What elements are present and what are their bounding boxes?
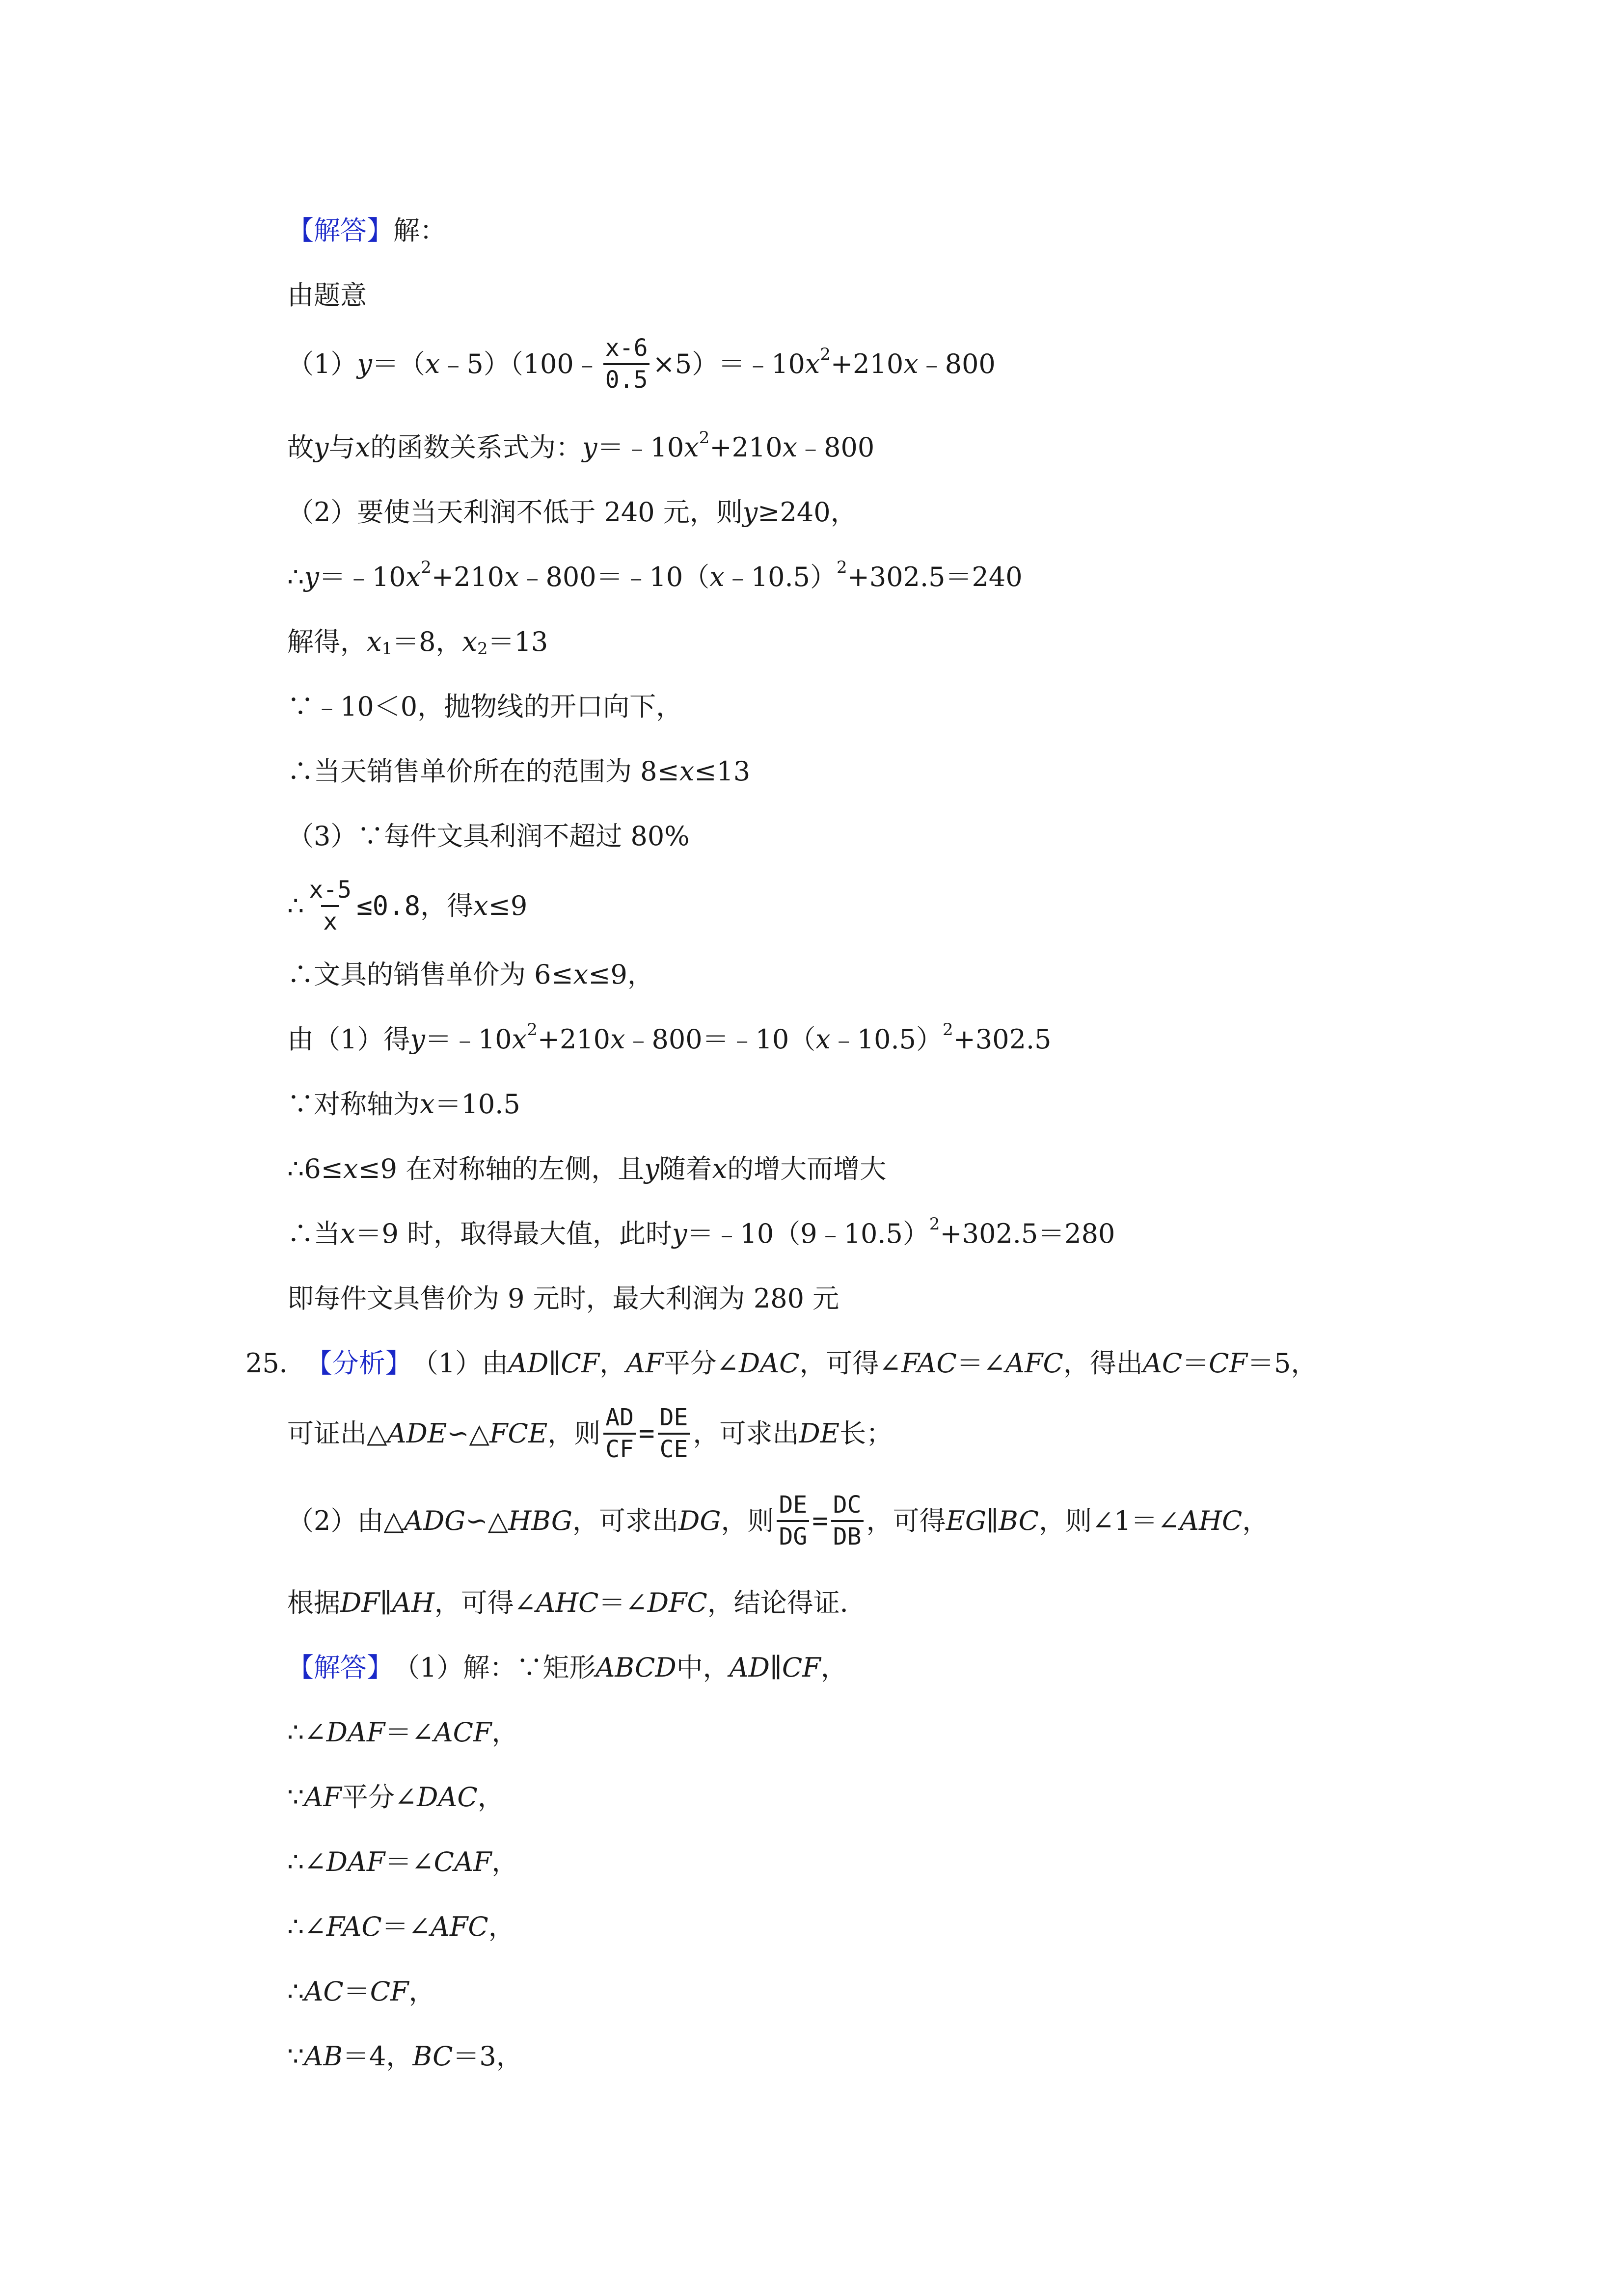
text-span: ， <box>599 1348 626 1379</box>
formula-line <box>287 1489 1269 1553</box>
text-span: 由（1）得 <box>287 1024 410 1055</box>
text-line <box>287 1700 518 1765</box>
text-span: 2 <box>699 428 710 448</box>
text-span: ∴ <box>287 1976 304 2007</box>
text-span: 2 <box>421 558 432 577</box>
text-span: +302.5＝280 <box>940 1218 1115 1249</box>
text-span: DAC <box>738 1348 800 1379</box>
text-span: 长； <box>839 1418 893 1449</box>
text-span: x <box>782 432 798 463</box>
text-span: AD <box>729 1652 770 1683</box>
text-span: x <box>425 348 440 379</box>
text-span: ﹣10.5） <box>724 561 837 592</box>
fraction <box>307 877 353 935</box>
text-span: ， <box>408 1976 435 2007</box>
text-span: BC <box>412 2041 453 2072</box>
text-span: ﹣10.5） <box>830 1024 943 1055</box>
text-span: AF <box>626 1348 664 1379</box>
text-span: ∴ <box>287 561 304 592</box>
text-span: ≤13 <box>694 756 751 787</box>
text-span: 随着 <box>659 1153 712 1184</box>
text-span: +302.5 <box>953 1024 1052 1055</box>
text-span: x <box>709 561 725 592</box>
text-span: CF <box>561 1348 600 1379</box>
text-span: 2 <box>820 345 831 364</box>
fraction <box>831 1492 864 1550</box>
text-span: ≤9 在对称轴的左侧，且 <box>358 1153 645 1184</box>
text-span: ＝﹣10 <box>425 1024 512 1055</box>
text-span: CF <box>370 1976 409 2007</box>
text-line <box>287 1830 518 1895</box>
text-span: x-6 <box>605 334 648 362</box>
text-span: x <box>321 905 339 935</box>
text-span: x-5 <box>309 876 352 904</box>
text-span: DB <box>831 1520 864 1550</box>
text-span: 2 <box>943 1020 953 1040</box>
text-span: CAF <box>433 1846 492 1877</box>
text-span: FAC <box>901 1348 957 1379</box>
text-span: DAF <box>326 1846 385 1877</box>
text-span: x <box>340 1218 355 1249</box>
text-span: +210 <box>709 432 783 463</box>
text-span: ＝3， <box>453 2041 523 2072</box>
text-span: ，可求出 <box>572 1505 679 1536</box>
formula-line <box>287 545 1023 610</box>
text-span: y <box>672 1218 687 1249</box>
text-span: 解： <box>393 215 446 246</box>
text-span: x <box>573 959 589 990</box>
text-span: ＝4， <box>343 2041 413 2072</box>
text-span: ，结论得证． <box>707 1587 866 1618</box>
text-span: AHC <box>536 1587 599 1618</box>
text-span: DFC <box>647 1587 707 1618</box>
analysis-tag: 【分析】 <box>305 1348 412 1379</box>
text-span: ∴ <box>287 890 304 921</box>
text-span: y <box>314 432 329 463</box>
text-span: ＝5， <box>1247 1348 1318 1379</box>
text-span: +210 <box>537 1024 611 1055</box>
text-span: ＝ <box>1182 1348 1209 1379</box>
text-span: （2）由△ <box>287 1505 404 1536</box>
text-line <box>287 1266 839 1331</box>
fraction <box>603 1405 636 1463</box>
text-span: ，可求出 <box>693 1418 799 1449</box>
text-span: ， <box>491 1717 518 1748</box>
text-span: ≤0.8 <box>356 890 421 921</box>
text-span: ， <box>491 1846 518 1877</box>
text-span: x <box>406 561 421 592</box>
text-line <box>287 415 874 480</box>
text-span: ＝∠ <box>956 1348 1006 1379</box>
text-line <box>287 1959 435 2024</box>
text-span: CF <box>1209 1348 1247 1379</box>
text-span: ，则 <box>547 1418 601 1449</box>
text-line <box>287 804 690 869</box>
text-span: AD <box>508 1348 549 1379</box>
text-span: HBG <box>508 1505 573 1536</box>
text-span: ＝10.5 <box>434 1089 520 1120</box>
text-span: 可证出△ <box>287 1418 387 1449</box>
text-span: DE <box>779 1491 808 1519</box>
text-line <box>287 1137 886 1201</box>
text-span: ﹣800＝﹣10（ <box>625 1024 816 1055</box>
text-span: 1 <box>381 639 393 659</box>
text-span: AF <box>304 1782 342 1813</box>
text-span: ∥ <box>379 1587 392 1618</box>
formula-line <box>287 1401 893 1466</box>
text-span: ＝（ <box>372 348 425 379</box>
text-span: ，则∠1＝∠ <box>1039 1505 1180 1536</box>
text-span: ，则 <box>721 1505 774 1536</box>
text-span: 解得， <box>287 626 367 657</box>
question-number: 25． <box>245 1348 306 1379</box>
text-span: ＝∠ <box>385 1717 434 1748</box>
text-span: y <box>582 432 597 463</box>
formula-line <box>287 1007 1051 1072</box>
text-span: ADE <box>387 1418 447 1449</box>
text-span: 根据 <box>287 1587 340 1618</box>
text-span: x <box>367 626 382 657</box>
text-span: AFC <box>430 1911 488 1942</box>
text-span: ＝∠ <box>385 1846 434 1877</box>
text-span: x <box>805 348 820 379</box>
text-span: ≤9 <box>488 890 528 921</box>
text-span: DG <box>678 1505 721 1536</box>
text-span: x <box>462 626 477 657</box>
text-span: AHC <box>1179 1505 1243 1536</box>
text-span: 0.5 <box>603 363 650 393</box>
text-line <box>287 674 682 739</box>
text-span: ∴∠ <box>287 1717 326 1748</box>
text-line <box>287 2024 523 2089</box>
text-span: = <box>639 1418 655 1449</box>
text-span: AC <box>1142 1348 1183 1379</box>
text-span: x <box>473 890 488 921</box>
text-span: DG <box>777 1520 809 1550</box>
text-span: ×5）＝﹣10 <box>652 348 805 379</box>
text-span: CF <box>603 1433 636 1463</box>
text-span: ∥ <box>548 1348 561 1379</box>
text-span: AFC <box>1005 1348 1063 1379</box>
text-span: y <box>410 1024 425 1055</box>
text-span: ＝﹣10 <box>597 432 684 463</box>
text-line <box>287 1571 866 1635</box>
text-line <box>287 1072 520 1137</box>
text-span: AH <box>392 1587 434 1618</box>
text-span: （1） <box>287 348 357 379</box>
text-span: ＝8， <box>392 626 462 657</box>
text-span: ﹣800＝﹣10（ <box>519 561 710 592</box>
text-span: +210 <box>431 561 505 592</box>
text-span: ﹣800 <box>797 432 875 463</box>
text-span: x <box>903 348 919 379</box>
fraction <box>603 335 650 393</box>
text-span: ∥ <box>986 1505 999 1536</box>
text-span: DAF <box>326 1717 385 1748</box>
solution-heading <box>287 1635 847 1700</box>
text-span: （1）由 <box>411 1348 509 1379</box>
text-line <box>287 610 548 674</box>
text-span: DE <box>659 1404 688 1432</box>
text-line <box>287 263 367 328</box>
text-span: ∵对称轴为 <box>287 1089 420 1120</box>
text-span: DF <box>340 1587 380 1618</box>
text-span: ＝9 时，取得最大值，此时 <box>355 1218 672 1249</box>
formula-line <box>287 1201 1115 1266</box>
text-span: ＝ <box>343 1976 370 2007</box>
answer-tag: 【解答】 <box>287 1652 393 1683</box>
text-span: ABCD <box>595 1652 677 1683</box>
text-span: ， <box>488 1911 515 1942</box>
text-span: y <box>644 1153 659 1184</box>
text-span: ∽△ <box>447 1418 490 1449</box>
text-span: ∴当 <box>287 1218 340 1249</box>
text-span: ﹣5）（100﹣ <box>440 348 600 379</box>
formula-line <box>287 332 996 397</box>
question-25-analysis <box>245 1331 1317 1396</box>
text-span: x <box>512 1024 527 1055</box>
text-span: 由题意 <box>287 280 367 311</box>
answer-tag: 【解答】 <box>287 215 393 246</box>
text-span: x <box>679 756 695 787</box>
fraction <box>777 1492 809 1550</box>
formula-line <box>287 874 527 938</box>
text-span: ， <box>477 1782 504 1813</box>
text-line <box>287 942 654 1007</box>
text-span: CF <box>782 1652 821 1683</box>
text-span: EG <box>946 1505 987 1536</box>
text-line <box>287 480 857 545</box>
text-span: ∴文具的销售单价为 6≤ <box>287 959 573 990</box>
text-line <box>287 1765 504 1830</box>
text-span: 2 <box>477 639 488 659</box>
text-span: 即每件文具售价为 9 元时，最大利润为 280 元 <box>287 1283 839 1314</box>
text-span: ACF <box>433 1717 492 1748</box>
text-span: AB <box>304 2041 343 2072</box>
text-span: +210 <box>830 348 904 379</box>
text-span: y <box>357 348 372 379</box>
text-span: ≤9， <box>588 959 654 990</box>
text-span: = <box>812 1505 828 1536</box>
text-span: x <box>712 1153 728 1184</box>
text-span: ＝13 <box>487 626 548 657</box>
text-span: +302.5＝240 <box>847 561 1023 592</box>
text-span: ∴∠ <box>287 1846 326 1877</box>
text-span: 与 <box>328 432 355 463</box>
text-span: ，可得∠ <box>434 1587 537 1618</box>
text-span: 2 <box>929 1214 940 1234</box>
text-span: ∵ <box>287 2041 304 2072</box>
text-span: ，可得∠ <box>799 1348 901 1379</box>
text-span: 中， <box>676 1652 730 1683</box>
text-span: y <box>304 561 319 592</box>
text-span: 平分∠ <box>341 1782 417 1813</box>
text-span: 2 <box>837 558 847 577</box>
text-span: x <box>420 1089 435 1120</box>
text-span: 的增大而增大 <box>727 1153 887 1184</box>
text-span: ，得出 <box>1063 1348 1143 1379</box>
text-span: ， <box>820 1652 847 1683</box>
text-span: ＝∠ <box>381 1911 431 1942</box>
solution-heading <box>287 198 446 263</box>
text-span: ＝﹣10 <box>319 561 406 592</box>
text-line <box>287 1895 515 1959</box>
text-span: ，可得 <box>866 1505 946 1536</box>
text-span: x <box>343 1153 358 1184</box>
fraction <box>658 1405 690 1463</box>
text-span: ∴6≤ <box>287 1153 343 1184</box>
text-span: FCE <box>489 1418 548 1449</box>
text-span: 故 <box>287 432 314 463</box>
text-span: （2）要使当天利润不低于 240 元，则 <box>287 497 743 528</box>
text-span: AC <box>304 1976 344 2007</box>
text-span: DC <box>833 1491 862 1519</box>
text-span: DE <box>799 1418 840 1449</box>
text-span: ＝﹣10（9﹣10.5） <box>687 1218 929 1249</box>
text-span: ∵﹣10＜0，抛物线的开口向下， <box>287 691 683 722</box>
text-span: ADG <box>404 1505 466 1536</box>
text-span: y <box>742 497 758 528</box>
text-span: ∴∠ <box>287 1911 326 1942</box>
text-span: AD <box>605 1404 634 1432</box>
text-span: x <box>684 432 699 463</box>
text-span: 平分∠ <box>663 1348 739 1379</box>
text-span: 2 <box>527 1020 538 1040</box>
text-span: BC <box>999 1505 1039 1536</box>
text-span: ∽△ <box>465 1505 509 1536</box>
text-span: ∵ <box>287 1782 304 1813</box>
text-span: DAC <box>417 1782 478 1813</box>
text-span: x <box>504 561 519 592</box>
text-span: x <box>355 432 370 463</box>
text-line <box>287 739 750 804</box>
text-span: ∴当天销售单价所在的范围为 8≤ <box>287 756 679 787</box>
text-span: 的函数关系式为： <box>370 432 582 463</box>
text-span: （3）∵每件文具利润不超过 80% <box>287 821 690 852</box>
text-span: ，得 <box>420 890 474 921</box>
text-span: CE <box>658 1433 690 1463</box>
text-span: （1）解：∵矩形 <box>393 1652 596 1683</box>
text-span: ∥ <box>769 1652 782 1683</box>
text-span: x <box>815 1024 831 1055</box>
text-span: ， <box>1242 1505 1269 1536</box>
text-span: x <box>610 1024 625 1055</box>
text-span: ﹣800 <box>918 348 996 379</box>
text-span: ＝∠ <box>598 1587 648 1618</box>
text-span: FAC <box>326 1911 382 1942</box>
text-span: ≥240， <box>758 497 857 528</box>
